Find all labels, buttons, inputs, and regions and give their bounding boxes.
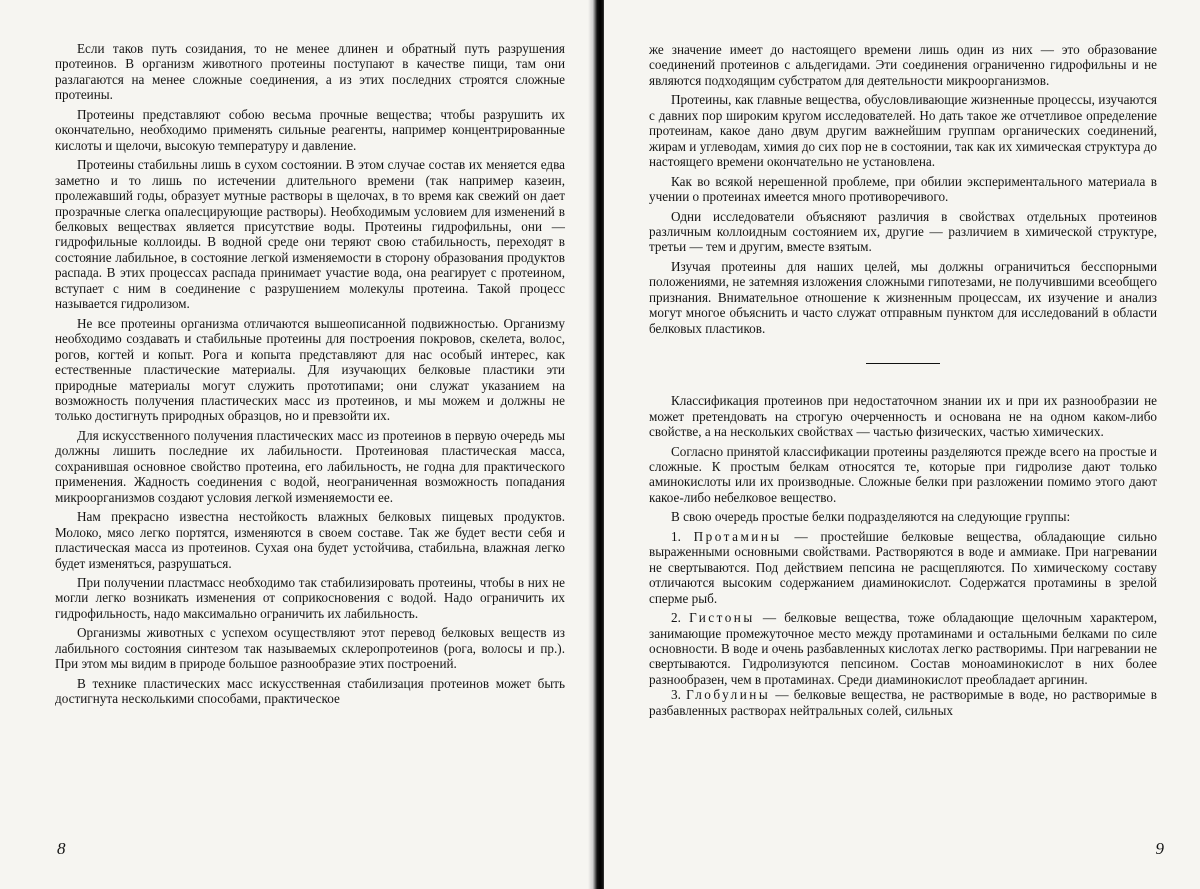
paragraph: Как во всякой нерешенной проблеме, при обилии экспериментального материала в учении о протеинах имеется много противоречивого.	[649, 173, 1157, 205]
paragraph: Протеины стабильны лишь в сухом состоянии. В этом случае состав их меняется едва заметно и то лишь по истечении длительного времени (так например казеин, пролежавший годы, образует мутные растворы в щелочах, в то время как свежий он дает прозрачные слегка опалесцирующие растворы). Необходимым условием для изменений в белковых веществах является присутствие воды. Протеины гидрофильны, они — гидрофильные коллоиды. В водной среде они теряют свою стабильность, переходят в состояние лабильное, в состояние легкой изменяемости в сторону образования продуктов распада. В этих процессах распада принимает участие вода, она реагирует с протеином, вступает с ним в соединение с разрушением молекулы протеина. Такой процесс называется гидролизом.	[55, 157, 565, 312]
page-number: 9	[1155, 839, 1164, 858]
left-text-column	[55, 41, 565, 707]
list-number: 2.	[671, 610, 681, 626]
left-page	[0, 0, 596, 889]
paragraph: Если таков путь созидания, то не менее длинен и обратный путь разрушения протеинов. В организм животного протеины поступают в качестве пищи, там они разлагаются на менее сложные соединения, а из этих последних строятся сложные протеины.	[55, 41, 565, 103]
paragraph: Протеины представляют собою весьма прочные вещества; чтобы разрушить их окончательно, необходимо применять сильные реагенты, например концентрированные кислоты и щелочи, высокую температуру и давление.	[55, 106, 565, 153]
right-page	[604, 0, 1200, 889]
section-divider	[866, 363, 940, 364]
list-number: 3.	[671, 687, 681, 703]
paragraph: Организмы животных с успехом осуществляют этот перевод белковых веществ из лабильного состояния синтезом так называемых склеропротеинов (рога, волосы и пр.). При этом мы видим в природе большое разнообразие этих построений.	[55, 625, 565, 672]
paragraph: Изучая протеины для наших целей, мы должны ограничиться бесспорными положениями, не затемняя изложения сложными гипотезами, не получившими всеобщего признания. Внимательное отношение к жизненным процессам, их изучение и анализ могут многое объяснить и часто служат отправным пунктом для исследований в области белковых пластиков.	[649, 258, 1157, 336]
paragraph: Классификация протеинов при недостаточном знании их и при их разнообразии не может претендовать на строгую очерченность и основана не на одном каком-либо свойстве, а на нескольких свойствах — частью физических, частью химических.	[649, 393, 1157, 440]
right-text-column	[649, 42, 1157, 718]
paragraph: Для искусственного получения пластических масс из протеинов в первую очередь мы должны лишить последние их лабильности. Протеиновая пластическая масса, сохранившая основное свойство протеина, его лабильность, не годна для практического применения. Жадность соединения с водой, неограниченная возможность попадания микроорганизмов создают условия легкой изменяемости ее.	[55, 427, 565, 505]
list-text: — белковые вещества, не растворимые в воде, но растворимые в разбавленных растворах нейтральных солей, сильных	[649, 687, 1157, 718]
list-term: Глобулины	[686, 687, 771, 703]
paragraph: Одни исследователи объясняют различия в свойствах отдельных протеинов различным коллоидным состоянием их, другие — различием в химической структуре, третьи — тем и другим, вместе взятым.	[649, 208, 1157, 255]
paragraph: В свою очередь простые белки подразделяются на следующие группы:	[671, 509, 1071, 525]
list-term: Протамины	[693, 528, 782, 544]
list-item	[649, 529, 1157, 606]
paragraph: При получении пластмасс необходимо так стабилизировать протеины, чтобы в них не могли легко возникать изменения от соприкосновения с водой. Надо ограничить их гидрофильность, надо максимально ограничить их лабильность.	[55, 574, 565, 621]
list-item	[649, 687, 1157, 718]
list-text: — белковые вещества, тоже обладающие щелочным характером, занимающие промежуточное место между протаминами и остальными белками по силе основности. В воде и очень разбавленных кислотах легко растворимы. При нагревании не свертываются. Гидролизуются пепсином. Состав моноаминокислот в них более разнообразен, чем в протаминах. Среди диаминокислот преобладает аргинин.	[649, 610, 1157, 687]
paragraph: же значение имеет до настоящего времени лишь один из них — это образование соединений протеинов с альдегидами. Эти соединения ограниченно гидрофильны и не являются подходящим субстратом для деятельности микроорганизмов.	[649, 42, 1157, 88]
paragraph: Нам прекрасно известна нестойкость влажных белковых пищевых продуктов. Молоко, мясо легко портятся, изменяются в своем составе. Так же будет вести себя и пластическая масса из протеинов. Сухая она будет устойчива, стабильна, влажная легко будет изменяться, разрушаться.	[55, 509, 565, 571]
list-item	[649, 610, 1157, 687]
paragraph: Не все протеины организма отличаются вышеописанной подвижностью. Организму необходимо создавать и стабильные протеины для построения покровов, скелета, волос, рогов, когтей и копыт. Рога и копыта представляют для нас особый интерес, как естественные пластические материалы. Для изучающих белковые пластики эти природные материалы могут служить прототипами; они служат указанием на возможность получения пластических масс из протеинов, и мы можем и должны не только достигнуть природных образцов, но и превзойти их.	[55, 315, 565, 424]
paragraph: Согласно принятой классификации протеины разделяются прежде всего на простые и сложные. К простым белкам относятся те, которые при гидролизе дают только аминокислоты или их производные. Сложные белки при разложении помимо этого дают какое-либо небелковое вещество.	[649, 443, 1157, 505]
list-term: Гистоны	[689, 610, 755, 626]
page-number: 8	[57, 839, 66, 858]
paragraph: Протеины, как главные вещества, обусловливающие жизненные процессы, изучаются с давних пор широким кругом исследователей. Но дать такое же отчетливое определение протеинам, какое дано двум другим важнейшим группам органических соединений, жирам и углеводам, химия до сих пор не в состоянии, так как их химическая структура до настоящего времени окончательно не установлена.	[649, 92, 1157, 170]
paragraph: В технике пластических масс искусственная стабилизация протеинов может быть достигнута несколькими способами, практическое	[55, 675, 565, 707]
list-number: 1.	[671, 528, 681, 544]
list-text: — простейшие белковые вещества, обладающие сильно выраженными основными свойствами. Растворяются в воде и аммиаке. При нагревании не свертываются. Под действием пепсина не расщепляются. По химическому составу отличаются высоким содержанием диаминокислот. Содержатся протамины в зрелой сперме рыб.	[649, 528, 1157, 606]
